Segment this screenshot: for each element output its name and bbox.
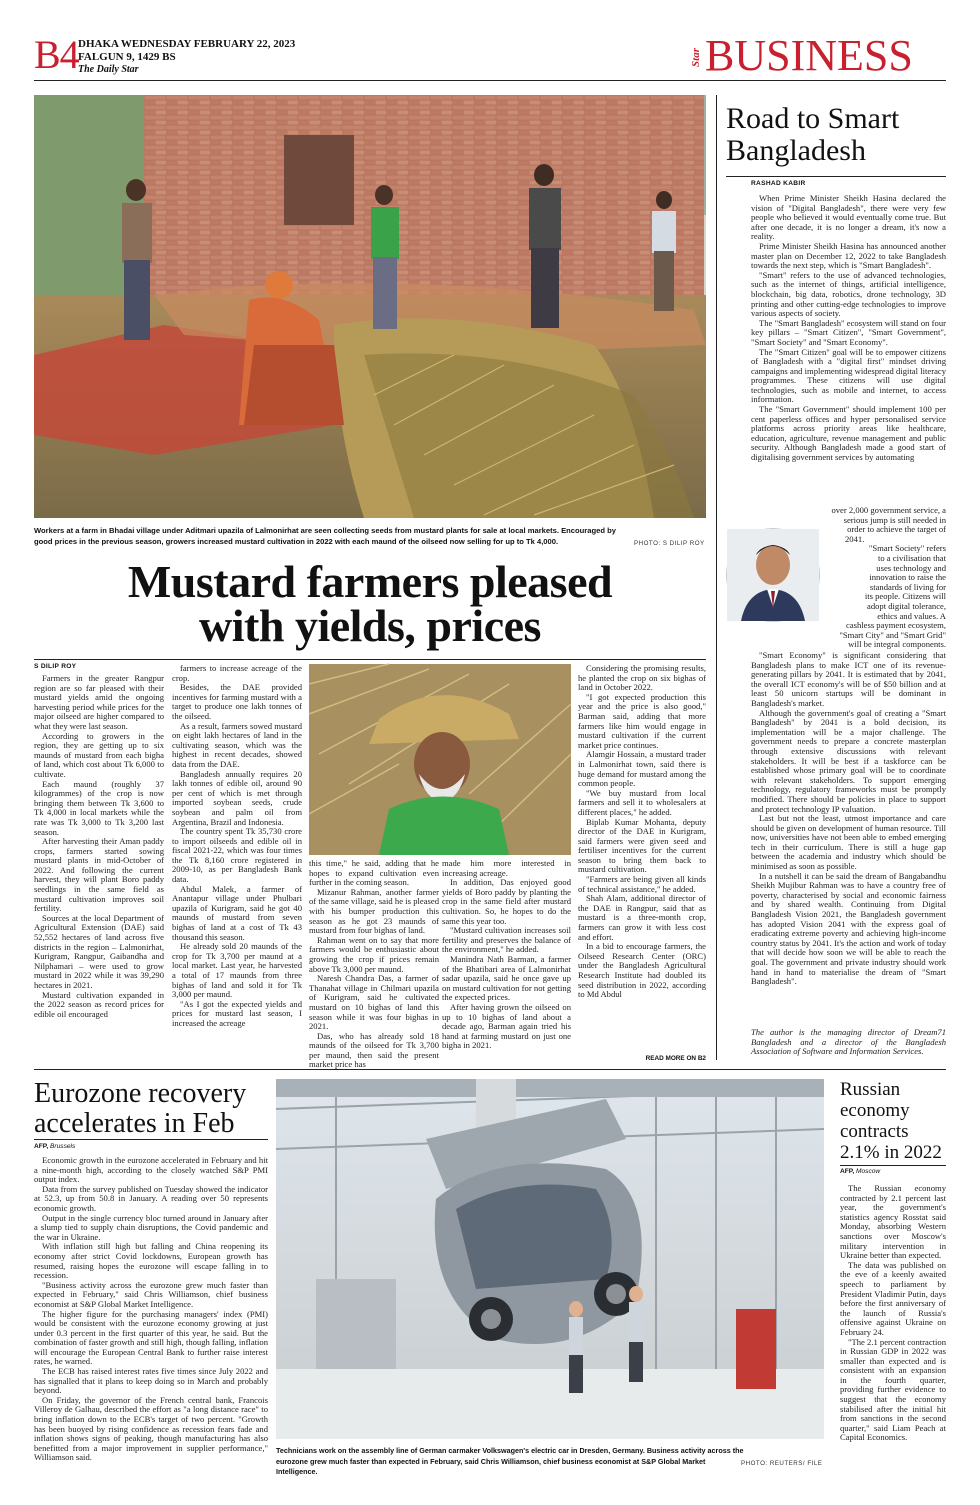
mustard-col5 <box>578 664 706 1050</box>
wrap-line: serious jump is still needed in <box>843 514 946 525</box>
mustard-col1 <box>34 674 164 1058</box>
smart-wrap-text <box>751 506 946 650</box>
paragraph: According to growers in the region, they are getting up to six maunds of mustard from each bigha of land, which cost about Tk 6,000 to cultivate. <box>34 730 164 779</box>
wrap-line: "Smart City" and "Smart Grid" <box>839 629 946 640</box>
paragraph: Last but not the least, utmost importance and care should be given on development of human resource. Till now, universities have not been able to embed emerging tech in their curriculum. There is still a huge gap between the academia and industry which should be minimised as soon as possible. <box>751 813 946 872</box>
mustard-headline <box>34 556 706 651</box>
mustard-col4 <box>442 859 571 1058</box>
paragraph: The "Smart Bangladesh" ecosystem will stand on four key pillars – "Smart Citizen", "Smart Government", "Smart Society" and "Smart Economy". <box>751 317 946 347</box>
paragraph: this time," he said, adding that he hopes to expand cultivation even further in the coming season. <box>309 858 439 888</box>
paragraph: On Friday, the governor of the French central bank, Francois Villeroy de Galhau, described the effort as "a long distance race" to bring inflation down to the ECB's target of two percent. "Growth has been buoyed by rising confidence as recession fears fade and inflation shows signs of peaking, though manufacturing has also benefitted from a major improvement in supplier performance," Williamson said. <box>34 1394 268 1463</box>
dateline-agency: AFP, <box>34 1143 49 1150</box>
paragraph: He already sold 20 maunds of the crop for Tk 3,700 per maund at a local market. Last year, he harvested a total of 17 maunds from three bighas of land and sold it for Tk 3,000 per maund. <box>172 941 302 1000</box>
russia-headline-line1: Russian <box>840 1079 901 1100</box>
date-line: DHAKA WEDNESDAY FEBRUARY 22, 2023 <box>78 38 296 50</box>
masthead-rule <box>34 80 946 81</box>
paragraph: As a result, farmers sowed mustard on eight lakh hectares of land in the cultivating season, which was the highest in recent decades, showed data from the DAE. <box>172 720 302 769</box>
bangla-date: FALGUN 9, 1429 BS <box>78 51 176 63</box>
dateline-agency: AFP, <box>840 1168 855 1175</box>
russia-headline-line4: 2.1% in 2022 <box>840 1142 942 1163</box>
paragraph: Rahman went on to say that more farmers would be enthusiastic about growing the crop if prices remain above Tk 3,000 per maund. <box>309 934 439 974</box>
mustard-headline-line2: with yields, prices <box>199 600 541 651</box>
paragraph: Das, who has already sold 18 maunds of the oilseed for Tk 3,700 per maund, then said the present market price has <box>309 1030 439 1070</box>
paragraph: Alamgir Hossain, a mustard trader in Lalmonirhat town, said there is huge demand for mustard among the common people. <box>578 749 706 789</box>
paragraph: Manindra Nath Barman, a farmer of the Bhatibari area of Lalmonirhat sadar upazila, said he once gave up on mustard cultivation for not getting the expected prices. <box>442 953 571 1003</box>
wrap-line: "Smart Society" refers <box>868 543 946 554</box>
smart-headline-rule <box>726 176 946 177</box>
eurozone-dateline <box>34 1143 75 1150</box>
wrap-line: ethics and values. A <box>877 610 946 621</box>
russia-body <box>840 1184 946 1486</box>
paper-name-logo: The Daily Star <box>78 64 139 75</box>
farmer-illustration <box>309 664 571 855</box>
paragraph: Mizanur Rahman, another farmer of the same village, said he is pleased with his bumper production this season as he got 23 maunds of mustard from four bighas of land. <box>309 886 439 936</box>
russia-headline-rule <box>840 1165 946 1166</box>
paragraph: Bangladesh annually requires 20 lakh tonnes of edible oil, around 90 per cent of which is met through imported soybean seeds, crude soybean and palm oil from Argentina, Brazil and Indonesia. <box>172 768 302 827</box>
top-photo-caption: Workers at a farm in Bhadai village under Aditmari upazila of Lalmonirhat are seen collecting seeds from mustard plants for sale at local markets. Encouraged by good prices in the previous season, growers increased mustard cultivation in 2022 with each maund of the oilseed now selling for up to Tk 4,000. <box>34 526 616 546</box>
paragraph: Naresh Chandra Das, a farmer of Thanahat village in Chilmari upazila of Kurigram, said he cultivated mustard on 10 bighas of land this season while it was four bighas in 2021. <box>309 973 439 1032</box>
vw-assembly-illustration <box>276 1079 824 1439</box>
russia-dateline <box>840 1168 880 1175</box>
wrap-line: standards of living for <box>869 581 946 592</box>
paragraph: Considering the promising results, he planted the crop on six bighas of land in October 2022. <box>578 663 706 693</box>
vw-photo-caption: Technicians work on the assembly line of German carmaker Volkswagen's electric car in Dresden, Germany. Business activity across the eurozone grew much faster than expected in February, said Chris Williamson, chief business economist at S&P Global Market Intelligence. <box>276 1446 744 1476</box>
wrap-line: cashless payment ecosystem, <box>846 620 946 631</box>
paragraph: The "Smart Government" should implement 100 per cent paperless offices and hyper personalised service platforms across priority areas like healthcare, education, agriculture, revenue management and public security. Although Bangladesh made a good start of digitalising government services by automating <box>751 404 946 463</box>
paragraph: The country spent Tk 35,730 crore to import oilseeds and edible oil in fiscal 2021-22, which was four times the Tk 8,160 crore registered in 2009-10, as per Bangladesh Bank data. <box>172 826 302 885</box>
paragraph: Economic growth in the eurozone accelerated in February and hit a nine-month high, according to the closely watched S&P PMI output index. <box>34 1155 268 1185</box>
page-number: B4 <box>34 32 79 77</box>
wrap-line: its people. Citizens will <box>864 591 946 602</box>
paragraph: Prime Minister Sheikh Hasina has announced another master plan on December 12, 2022 to take Bangladesh towards the next step, which is "Smart Bangladesh". <box>751 240 946 271</box>
smart-headline-line2: Bangladesh <box>726 134 866 167</box>
column-divider <box>716 95 717 1060</box>
paragraph: The ECB has raised interest rates five times since July 2022 and has signalled that it plans to keep doing so in March and probably beyond. <box>34 1366 268 1396</box>
paragraph: farmers to increase acreage of the crop. <box>172 663 302 683</box>
paragraph: "We buy mustard from local farmers and sell it to wholesalers at different places," he added. <box>578 787 706 817</box>
read-more-link[interactable]: READ MORE ON B2 <box>645 1055 706 1062</box>
russia-headline <box>840 1079 950 1163</box>
paragraph: Farmers in the greater Rangpur region are so far pleased with their mustard yields amid the ongoing harvesting period while prices for the major oilseed are higher compared to what they were last season. <box>34 673 164 731</box>
eurozone-headline-line2: accelerates in Feb <box>34 1108 235 1139</box>
mustard-byline: S DILIP ROY <box>34 663 77 670</box>
paragraph: In a bid to encourage farmers, the Oilseed Research Center (ORC) under the Bangladesh Agricultural Research Institute had doubled its seed distribution in 2022, according to Md Abdul <box>578 941 706 1000</box>
eurozone-body <box>34 1156 268 1486</box>
lower-section-rule <box>34 1069 946 1070</box>
smart-headline <box>726 103 948 167</box>
paragraph: "Mustard cultivation increases soil fertility and preserves the balance of the environment," he added. <box>442 925 571 955</box>
top-photo-credit: PHOTO: S DILIP ROY <box>634 540 705 547</box>
wrap-line: to a civilisation that <box>877 552 946 563</box>
farmer-photo <box>309 664 571 855</box>
paragraph: In a nutshell it can be said the dream of Bangabandhu Sheikh Mujibur Rahman was to have a country free of poverty, characterised by social and economic fairness and by shared wealth. Continuing from Digital Bangladesh Vision 2021, the Bangladesh government has adopted Vision 2041 with the express goal of eradicating extreme poverty and achieving high-income country status by 2041. It's the action and work of today that will decide how soon we will be able to reach the goal. The government and private industry should work hand in hand to materialise the dream of "Smart Bangladesh". <box>751 870 946 987</box>
paragraph: When Prime Minister Sheikh Hasina declared the vision of "Digital Bangladesh", there were very few people who believed it would eventually come true. But after one decade, it is no longer a dream, it's now a reality. <box>751 193 946 242</box>
russia-headline-line2: economy <box>840 1100 910 1121</box>
paragraph: Although the government's goal of creating a "Smart Bangladesh" by 2041 is a bold decision, its implementation will be a major challenge. The government needs to prepare a concrete masterplan through extensive discussions with relevant stakeholders. It will be best if a taskforce can be established whose primary goal will be to coordinate with relevant stakeholders. To support emerging technology, regulatory frameworks must be promptly modified. There should be policies in place to support and protect technology IP valuation. <box>751 707 946 814</box>
paragraph: With inflation still high but falling and China reopening its economy after strict Covid lockdowns, European growth has resumed, raising hopes the eurozone will escape falling in to recession. <box>34 1241 268 1281</box>
paragraph: In addition, Das enjoyed good yields of Boro paddy by planting the crop in the same field after mustard cultivation. So, he hopes to do the same this year too. <box>442 877 571 926</box>
star-logo: Star <box>690 48 702 67</box>
paragraph: Abdul Malek, a farmer of Anantapur village under Phulbari upazila of Kurigram, said he got 40 maunds of mustard from seven bighas of land at a cost of Tk 43 thousand this season. <box>172 883 302 942</box>
smart-col-top <box>751 194 946 506</box>
mustard-headline-rule <box>34 659 706 660</box>
wrap-line: order to achieve the target of <box>847 524 946 535</box>
paragraph: Each maund (roughly 37 kilogrammes) of the crop is now bringing them between Tk 3,600 to Tk 4,000 in local markets while the rate was Tk 3,000 to Tk 3,200 last season. <box>34 778 164 837</box>
paragraph: "Smart" refers to the use of advanced technologies, such as the internet of things, artificial intelligence, blockchain, big data, robotics, drone technology, 3D printing and other cutting-edge technologies to improve various aspects of society. <box>751 269 946 319</box>
smart-author-note: The author is the managing director of Dream71 Bangladesh and a director of the Bangladesh Association of Software and Information Services. <box>751 1027 946 1057</box>
wrap-line: uses technology and <box>876 562 946 573</box>
wrap-line: over 2,000 government service, a <box>831 505 946 515</box>
russia-headline-line3: contracts <box>840 1121 909 1142</box>
mustard-harvest-illustration <box>34 95 706 518</box>
paragraph: "I got expected production this year and the price is also good," Barman said, adding that more farmers like him would engage in mustard cultivation if the current market price continues. <box>578 691 706 750</box>
section-title: BUSINESS <box>705 31 913 80</box>
vw-assembly-photo <box>276 1079 824 1439</box>
paragraph: The "Smart Citizen" goal will be to empower citizens of Bangladesh with a "digital first" mindset driving campaigns and implementing widespread digital literacy programmes. These citizens will use digital technologies, such as mobile and internet, to access information. <box>751 346 946 405</box>
mustard-harvest-photo <box>34 95 706 518</box>
paragraph: After harvesting their Aman paddy crops, farmers started sowing mustard plants in mid-October of 2022. And following the current harvest, they will plant Boro paddy seedlings in the same field as mustard cultivation improves soil fertility. <box>34 836 164 914</box>
wrap-line: adopt digital tolerance, <box>867 600 946 611</box>
paragraph: Besides, the DAE provided incentives for farming mustard with a target to produce one lakh tonnes of the oilseed. <box>172 682 302 721</box>
paragraph: The Russian economy contracted by 2.1 percent last year, the government's statistics agency Rosstat said Monday, absorbing Western sanctions over Moscow's military intervention in Ukraine better than expected. <box>840 1183 946 1261</box>
paragraph: The data was published on the eve of a keenly awaited speech to parliament by President Vladimir Putin, days before the first anniversary of the launch of Russia's offensive against Ukraine on February 24. <box>840 1259 946 1337</box>
wrap-line: will be integral components. <box>848 639 946 650</box>
paragraph: "As I got the expected yields and prices for mustard last season, I increased the acreage <box>172 998 302 1028</box>
vw-photo-credit: PHOTO: REUTERS/ FILE <box>741 1460 823 1467</box>
paragraph: After having grown the oilseed on up to 10 bighas of land about a decade ago, Barman again tried his hand at farming mustard on just one bigha in 2021. <box>442 1001 571 1051</box>
mustard-headline-line1: Mustard farmers pleased <box>127 556 613 607</box>
eurozone-headline-rule <box>34 1139 268 1140</box>
eurozone-headline-line1: Eurozone recovery <box>34 1078 247 1109</box>
dateline-place: Brussels <box>50 1143 76 1150</box>
mustard-col2 <box>172 664 302 1058</box>
wrap-line: 2041. <box>845 533 865 544</box>
paragraph: "Smart Economy" is significant considering that Bangladesh plans to make ICT one of its revenue-generating pillars by 2041. It is estimated that by 2041, the overall ICT economy's will be of $50 billion and at least 50 unicorn startups will be dominant in Bangladesh's market. <box>751 650 946 708</box>
paragraph: "Farmers are being given all kinds of technical assistance," he added. <box>578 874 706 894</box>
wrap-line: innovation to raise the <box>869 572 946 583</box>
dateline-place: Moscow <box>856 1168 881 1175</box>
mustard-col3 <box>309 858 439 1070</box>
smart-headline-line1: Road to Smart <box>726 102 900 135</box>
paragraph: made him more interested in increasing acreage. <box>442 858 571 878</box>
paragraph: "The 2.1 percent contraction in Russian GDP in 2022 was smaller than expected and is consistent with an expansion in the fourth quarter, providing further evidence to suggest that the economy stabilised after the initial hit from sanctions in the second quarter," said Liam Peach at Capital Economics. <box>840 1336 946 1443</box>
paragraph: Shah Alam, additional director of the DAE in Rangpur, said that as mustard is a three-month crop, farmers can grow it with less cost and effort. <box>578 893 706 942</box>
paragraph: The higher figure for the purchasing managers' index (PMI) would be consistent with the eurozone economy growing at just under 0.3 percent in the first quarter of this year, he said. But the combination of faster growth and still high, though falling, inflation will encourage the European Central Bank to further raise interest rates, he warned. <box>34 1308 268 1367</box>
paragraph: Sources at the local Department of Agricultural Extension (DAE) said 52,552 hectares of land across five districts in the region – Lalmonirhat, Kurigram, Rangpur, Gaibandha and Nilphamari – were used to grow mustard in 2022 while it was 39,290 hectares in 2021. <box>34 912 164 990</box>
smart-col-bottom <box>751 651 946 1013</box>
smart-byline: RASHAD KABIR <box>751 180 806 187</box>
paragraph: Mustard cultivation expanded in the 2022 season as record prices for edible oil encouraged <box>34 989 164 1019</box>
paragraph: Data from the survey published on Tuesday showed the indicator at 52.3, up from 50.8 in January. A reading over 50 represents economic growth. <box>34 1183 268 1213</box>
paragraph: "Business activity across the eurozone grew much faster than expected in February," said Chris Williamson, chief business economist at S&P Global Market Intelligence. <box>34 1279 268 1309</box>
eurozone-headline <box>34 1079 274 1139</box>
paragraph: Biplab Kumar Mohanta, deputy director of the DAE in Kurigram, said farmers were given seed and fertiliser incentives for the current season to bring them back to mustard cultivation. <box>578 816 706 875</box>
paragraph: Output in the single currency bloc turned around in January after a slump tied to supply chain disruptions, the Covid pandemic and the war in Ukraine. <box>34 1212 268 1242</box>
